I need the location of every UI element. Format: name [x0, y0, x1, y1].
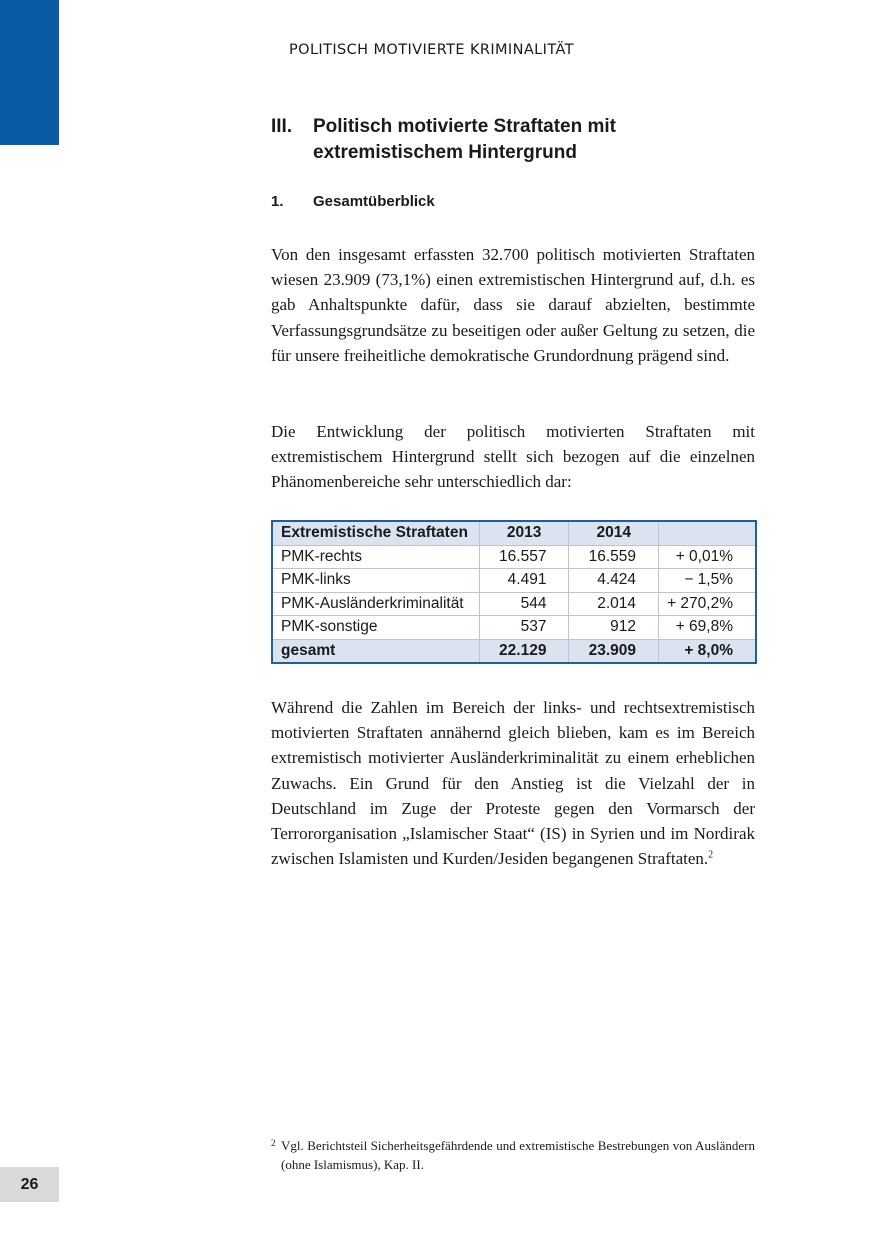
table-total-row — [272, 639, 756, 663]
table-total-cell: + 8,0% — [659, 639, 756, 663]
chapter-number: III. — [271, 116, 293, 137]
table-header-cell: 2014 — [569, 521, 659, 545]
side-color-bar — [0, 0, 59, 145]
table-row — [272, 616, 756, 640]
footnote-mark: 2 — [271, 1138, 276, 1148]
table-cell: PMK-links — [272, 569, 479, 593]
table-cell: − 1,5% — [659, 569, 756, 593]
table-row — [272, 592, 756, 616]
footnote — [271, 1136, 755, 1174]
chapter-title-line1: Politisch motivierte Straftaten mit — [313, 116, 617, 137]
table-cell: 537 — [479, 616, 569, 640]
running-header: POLITISCH MOTIVIERTE KRIMINALITÄT — [289, 42, 574, 58]
footnote-text: Vgl. Berichtsteil Sicherheitsgefährdende und extremistische Bestrebungen von Ausländern (ohne Islamismus), Kap. II. — [281, 1138, 755, 1172]
table-cell: 4.424 — [569, 569, 659, 593]
table-cell: 544 — [479, 592, 569, 616]
page-number: 26 — [0, 1167, 59, 1202]
table-cell: + 0,01% — [659, 545, 756, 569]
table-total-cell: gesamt — [272, 639, 479, 663]
table-header-cell: 2013 — [479, 521, 569, 545]
table-cell: PMK-sonstige — [272, 616, 479, 640]
table-cell: PMK-Ausländerkriminalität — [272, 592, 479, 616]
table-row — [272, 569, 756, 593]
chapter-title — [313, 114, 616, 166]
table-cell: 912 — [569, 616, 659, 640]
section-title: Gesamtüberblick — [313, 193, 435, 210]
table-total-cell: 22.129 — [479, 639, 569, 663]
paragraph-overview: Von den insgesamt erfassten 32.700 politisch motivierten Straftaten wiesen 23.909 (73,1%) einen extremistischen Hintergrund auf, d.h. es gab Anhaltspunkte dafür, dass sie darauf abzielten, bestimmte Verfassungsgrundsätze zu beseitigen oder außer Geltung zu setzen, die für unsere freiheitliche demokratische Grundordnung prägend sind. — [271, 245, 755, 365]
table-cell: 16.557 — [479, 545, 569, 569]
footnote-reference[interactable]: 2 — [708, 849, 714, 861]
table-cell: 4.491 — [479, 569, 569, 593]
paragraph-analysis — [271, 695, 755, 871]
paragraph-analysis-text: Während die Zahlen im Bereich der links- und rechtsextremistisch motivierten Straftaten annähernd gleich blieben, kam es im Bereich extremistisch motivierter Ausländerkriminalität zu einem erheblichen Zuwachs. Ein Grund für den Anstieg ist die Vielzahl der in Deutschland im Zuge der Proteste gegen den Vormarsch der Terrororganisation „Islamischer Staat“ (IS) in Syrien und im Nordirak zwischen Islamisten und Kurden/Jesiden begangenen Straftaten. — [271, 698, 755, 869]
table-header-row — [272, 521, 756, 545]
table-cell: 16.559 — [569, 545, 659, 569]
table-cell: 2.014 — [569, 592, 659, 616]
table-cell: + 69,8% — [659, 616, 756, 640]
table-header-cell — [659, 521, 756, 545]
chapter-heading — [271, 114, 771, 166]
extremist-offenses-table — [271, 520, 757, 664]
chapter-title-line2: extremistischem Hintergrund — [313, 142, 577, 163]
table-row — [272, 545, 756, 569]
section-heading — [271, 193, 435, 210]
table-header-cell: Extremistische Straftaten — [272, 521, 479, 545]
section-number: 1. — [271, 193, 284, 210]
table-cell: PMK-rechts — [272, 545, 479, 569]
table-total-cell: 23.909 — [569, 639, 659, 663]
table-cell: + 270,2% — [659, 592, 756, 616]
paragraph-development: Die Entwicklung der politisch motivierten Straftaten mit extremistischem Hintergrund stellt sich bezogen auf die einzelnen Phänomenbereiche sehr unterschiedlich dar: — [271, 422, 755, 492]
